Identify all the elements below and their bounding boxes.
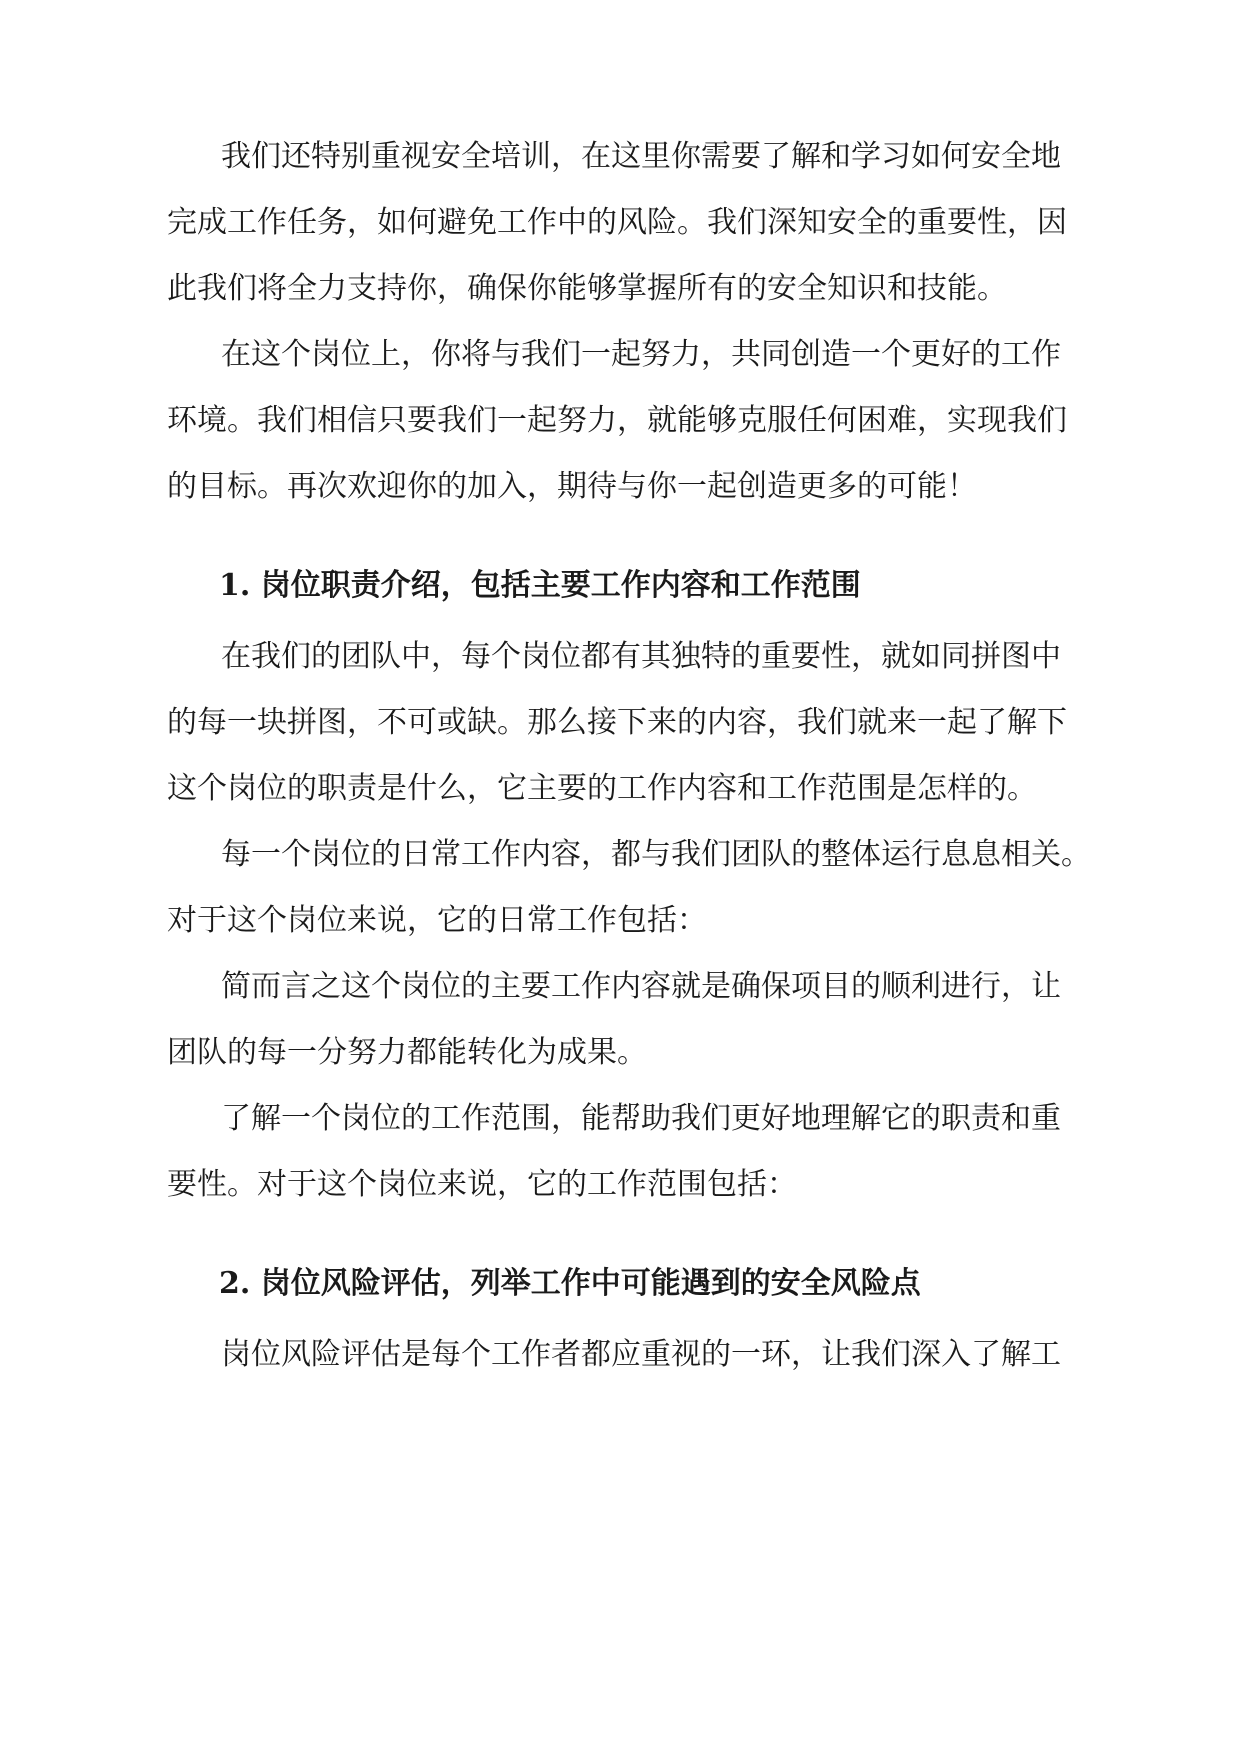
paragraph-3-line-3: 这个岗位的职责是什么，它主要的工作内容和工作范围是怎样的。 [167,771,1037,806]
paragraph-2-line-2: 环境。我们相信只要我们一起努力，就能够克服任何困难，实现我们 [167,403,1067,438]
paragraph-4-line-1: 每一个岗位的日常工作内容，都与我们团队的整体运行息息相关。 [221,837,1091,872]
paragraph-4-line-2: 对于这个岗位来说，它的日常工作包括： [167,903,707,938]
paragraph-1-line-3: 此我们将全力支持你，确保你能够掌握所有的安全知识和技能。 [167,271,1007,306]
paragraph-2-line-1: 在这个岗位上，你将与我们一起努力，共同创造一个更好的工作 [221,337,1061,372]
section-heading-2: 2. 岗位风险评估，列举工作中可能遇到的安全风险点 [219,1266,921,1301]
paragraph-2-line-3: 的目标。再次欢迎你的加入，期待与你一起创造更多的可能！ [167,469,977,504]
paragraph-5-line-1: 简而言之这个岗位的主要工作内容就是确保项目的顺利进行，让 [221,969,1061,1004]
paragraph-6-line-1: 了解一个岗位的工作范围，能帮助我们更好地理解它的职责和重 [221,1101,1061,1136]
paragraph-7-line-1: 岗位风险评估是每个工作者都应重视的一环，让我们深入了解工 [221,1337,1061,1372]
paragraph-6-line-2: 要性。对于这个岗位来说，它的工作范围包括： [167,1167,797,1202]
paragraph-3-line-1: 在我们的团队中，每个岗位都有其独特的重要性，就如同拼图中 [221,639,1061,674]
paragraph-3-line-2: 的每一块拼图，不可或缺。那么接下来的内容，我们就来一起了解下 [167,705,1067,740]
paragraph-1-line-1: 我们还特别重视安全培训，在这里你需要了解和学习如何安全地 [221,139,1061,174]
paragraph-1-line-2: 完成工作任务，如何避免工作中的风险。我们深知安全的重要性，因 [167,205,1067,240]
paragraph-5-line-2: 团队的每一分努力都能转化为成果。 [167,1035,647,1070]
section-heading-1: 1. 岗位职责介绍，包括主要工作内容和工作范围 [219,568,861,603]
